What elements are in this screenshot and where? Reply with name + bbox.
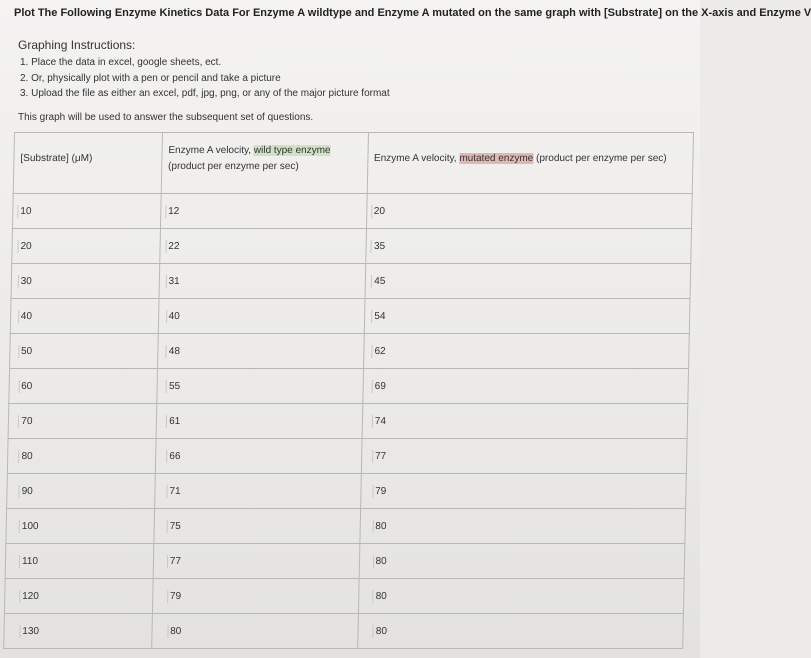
substrate-value: 100	[19, 520, 41, 533]
mutated-value: 45	[371, 275, 387, 288]
table-row	[9, 369, 689, 404]
cell-mutated	[362, 404, 688, 439]
cell-wildtype	[152, 579, 358, 614]
header-wildtype-prefix: Enzyme A velocity,	[168, 145, 254, 156]
cell-wildtype	[152, 614, 358, 649]
mutated-highlight: mutated enzyme	[459, 153, 534, 164]
cell-substrate	[12, 194, 161, 229]
mutated-value: 80	[373, 625, 389, 638]
cell-mutated	[359, 544, 685, 579]
cell-wildtype	[159, 264, 365, 299]
cell-substrate	[10, 299, 159, 334]
cell-mutated	[362, 369, 688, 404]
wildtype-value: 71	[166, 485, 182, 498]
cell-mutated	[366, 194, 692, 229]
table-row	[10, 334, 690, 369]
wildtype-value: 80	[167, 625, 183, 638]
mutated-value: 54	[371, 310, 387, 323]
cell-substrate	[8, 404, 157, 439]
header-wildtype-velocity	[161, 133, 368, 194]
cell-substrate	[4, 614, 153, 649]
table-row	[12, 194, 692, 229]
substrate-value: 90	[19, 485, 35, 498]
table-row	[10, 299, 690, 334]
cell-substrate	[7, 439, 156, 474]
substrate-value: 10	[17, 205, 33, 218]
mutated-value: 79	[372, 485, 388, 498]
substrate-value: 30	[18, 275, 34, 288]
cell-wildtype	[154, 509, 360, 544]
table-row	[7, 439, 687, 474]
substrate-value: 70	[18, 415, 34, 428]
cell-mutated	[365, 229, 691, 264]
cell-substrate	[6, 509, 155, 544]
wildtype-value: 77	[167, 555, 183, 568]
cell-wildtype	[160, 229, 366, 264]
wildtype-value: 75	[167, 520, 183, 533]
header-substrate: [Substrate] (μM)	[13, 133, 162, 194]
wildtype-value: 40	[166, 310, 182, 323]
mutated-value: 62	[371, 345, 387, 358]
table-row	[4, 614, 684, 649]
table-row	[6, 509, 686, 544]
mutated-value: 69	[372, 380, 388, 393]
cell-wildtype	[160, 194, 366, 229]
substrate-value: 130	[19, 625, 41, 638]
substrate-value: 60	[18, 380, 34, 393]
wildtype-value: 22	[165, 240, 181, 253]
table-row	[12, 229, 692, 264]
cell-mutated	[361, 439, 687, 474]
substrate-value: 80	[18, 450, 34, 463]
mutated-value: 77	[372, 450, 388, 463]
wildtype-highlight: wild type enzyme	[253, 145, 331, 156]
wildtype-value: 48	[166, 345, 182, 358]
header-wildtype-suffix: (product per enzyme per sec)	[167, 161, 299, 172]
cell-wildtype	[157, 334, 363, 369]
cell-substrate	[10, 334, 159, 369]
substrate-value: 50	[18, 345, 34, 358]
kinetics-data-table	[3, 132, 694, 649]
cell-wildtype	[156, 404, 362, 439]
header-mutated-prefix: Enzyme A velocity,	[373, 153, 460, 164]
cell-substrate	[4, 579, 153, 614]
cell-substrate	[7, 474, 156, 509]
cell-substrate	[12, 229, 161, 264]
substrate-value: 20	[17, 240, 33, 253]
substrate-value: 40	[18, 310, 34, 323]
page-title: Plot The Following Enzyme Kinetics Data For Enzyme A wildtype and Enzyme A mutated on the same graph with [Substrate] on the X-axis and Enzyme V	[14, 7, 811, 19]
mutated-value: 80	[372, 520, 388, 533]
cell-mutated	[360, 474, 686, 509]
wildtype-value: 61	[166, 415, 182, 428]
mutated-value: 74	[372, 415, 388, 428]
mutated-value: 80	[373, 590, 389, 603]
wildtype-value: 12	[165, 205, 181, 218]
wildtype-value: 31	[165, 275, 181, 288]
wildtype-value: 55	[166, 380, 182, 393]
substrate-value: 110	[19, 555, 40, 568]
cell-wildtype	[153, 544, 359, 579]
instruction-item: 1. Place the data in excel, google sheets, ect.	[20, 57, 222, 68]
instructions-list	[20, 55, 390, 102]
table-row	[7, 474, 687, 509]
wildtype-value: 66	[166, 450, 182, 463]
cell-wildtype	[158, 299, 364, 334]
cell-wildtype	[157, 369, 363, 404]
note-text: This graph will be used to answer the subsequent set of questions.	[18, 112, 314, 123]
instruction-item: 2. Or, physically plot with a pen or pencil and take a picture	[20, 72, 281, 84]
cell-wildtype	[154, 474, 360, 509]
mutated-value: 20	[371, 205, 387, 218]
substrate-value: 120	[19, 590, 41, 603]
instruction-item: 3. Upload the file as either an excel, pdf, jpg, png, or any of the major picture format	[20, 88, 390, 99]
mutated-value: 80	[372, 555, 388, 568]
mutated-value: 35	[371, 240, 387, 253]
table-row	[5, 544, 685, 579]
table-row	[11, 264, 691, 299]
table-body	[4, 194, 693, 649]
graphing-instructions-heading: Graphing Instructions:	[18, 38, 136, 52]
cell-substrate	[5, 544, 154, 579]
cell-mutated	[359, 509, 685, 544]
wildtype-value: 79	[167, 590, 183, 603]
cell-wildtype	[155, 439, 361, 474]
cell-mutated	[363, 334, 689, 369]
header-mutated-velocity	[367, 133, 694, 194]
header-mutated-suffix: (product per enzyme per sec)	[533, 153, 667, 164]
cell-substrate	[11, 264, 160, 299]
cell-mutated	[365, 264, 691, 299]
cell-mutated	[358, 579, 684, 614]
table-row	[8, 404, 688, 439]
table-header-row	[13, 133, 693, 194]
table-row	[4, 579, 684, 614]
cell-mutated	[364, 299, 690, 334]
cell-substrate	[9, 369, 158, 404]
cell-mutated	[357, 614, 683, 649]
